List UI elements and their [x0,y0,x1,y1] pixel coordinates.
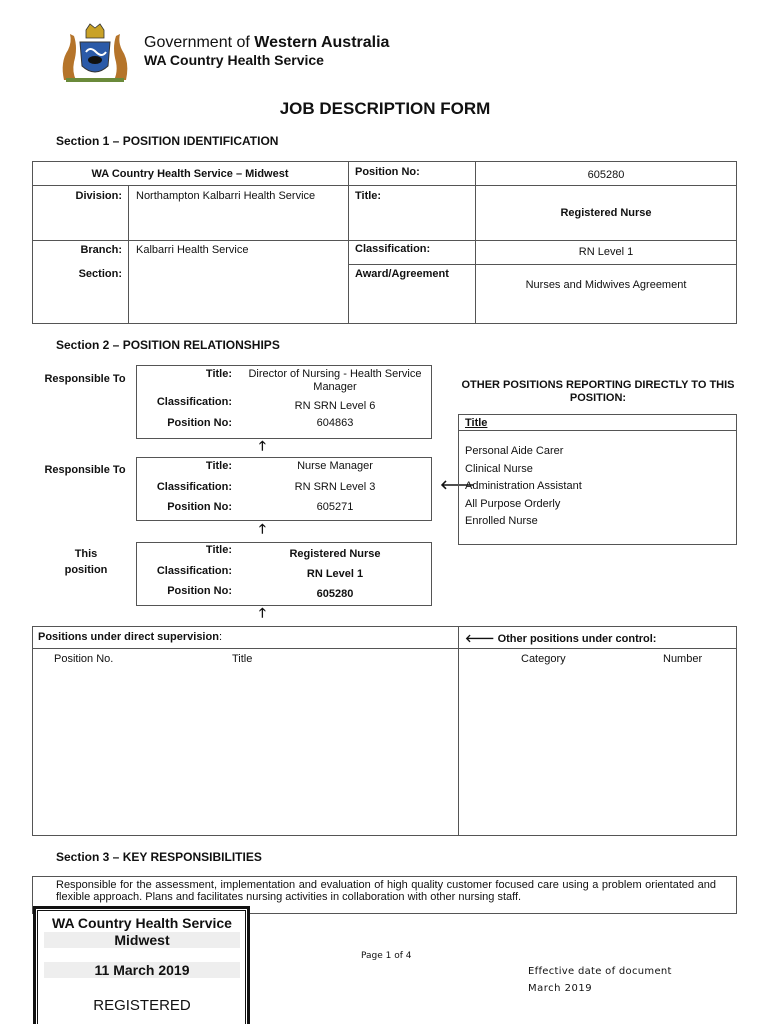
ctrl-col-category: Category [521,653,566,665]
box2-classification-label: Classification: [156,481,232,493]
box2-title: Nurse Manager [297,460,373,472]
box1-position-no: 604863 [316,417,354,429]
position-no-label: Position No: [355,166,420,178]
arrow-up-icon: 🡑 [259,521,266,536]
position-no-value: 605280 [587,169,625,181]
box1-title: Director of Nursing - Health Service Manager [248,368,422,393]
responsible-to-label-1: Responsible To [44,373,126,385]
box3-title: Registered Nurse [289,548,381,560]
box2-position-no: 605271 [316,501,354,513]
service-name: WA Country Health Service [144,52,324,68]
box2-classification: RN SRN Level 3 [294,481,376,493]
division-label: Division: [75,190,122,202]
list-item: Enrolled Nurse [465,515,538,527]
control-label-text: Other positions under control: [497,633,657,645]
supervision-colon: : [218,631,222,643]
section1-heading: Section 1 – POSITION IDENTIFICATION [56,134,279,148]
ctrl-col-number: Number [663,653,703,665]
classification-value: RN Level 1 [578,246,634,258]
other-positions-title-header: Title [465,417,488,429]
title-label: Title: [355,190,382,202]
branch-label: Branch: [80,244,122,256]
box3-classification: RN Level 1 [306,568,364,580]
other-positions-list [465,443,582,531]
effective-date-value: March 2019 [528,983,593,994]
arrow-up-icon: 🡑 [259,438,266,453]
division-value: Northampton Kalbarri Health Service [136,190,316,202]
box2-position-no-label: Position No: [167,501,232,513]
section3-heading: Section 3 – KEY RESPONSIBILITIES [56,850,262,864]
gov-state: Western Australia [254,34,390,51]
sup-col-position-no: Position No. [54,653,114,665]
wa-coat-of-arms-icon [56,22,134,84]
arrow-left-icon: 🡐 [440,477,475,492]
section2-heading: Section 2 – POSITION RELATIONSHIPS [56,338,280,352]
stamp-service: WA Country Health Service [52,915,232,931]
this-position-label: This position [64,548,108,576]
responsible-to-label-2: Responsible To [44,464,126,476]
award-value: Nurses and Midwives Agreement [525,279,687,291]
stamp-date: 11 March 2019 [44,962,240,978]
supervision-table [32,626,737,836]
page-number: Page 1 of 4 [361,951,412,961]
arrow-left-icon: 🡐 [465,633,498,645]
box3-position-no: 605280 [316,588,354,600]
sup-col-title: Title [232,653,253,665]
list-item: Personal Aide Carer [465,445,564,457]
list-item: Administration Assistant [465,480,582,492]
other-positions-heading: OTHER POSITIONS REPORTING DIRECTLY TO THIS POSITION: [461,379,735,404]
list-item: Clinical Nurse [465,462,533,475]
box1-title-label: Title: [205,368,232,380]
title-value: Registered Nurse [560,207,652,219]
branch-value: Kalbarri Health Service [136,244,249,256]
box3-position-no-label: Position No: [167,585,232,597]
supervision-label-text: Positions under direct supervision [38,631,219,643]
box1-position-no-label: Position No: [167,417,232,429]
classification-label: Classification: [355,243,431,255]
government-name [144,34,389,52]
control-label [465,631,656,645]
stamp-region: Midwest [44,932,240,948]
gov-prefix: Government of [144,34,255,51]
arrow-up-icon: 🡑 [259,605,266,620]
document-title: JOB DESCRIPTION FORM [279,99,491,118]
effective-date-label: Effective date of document [528,966,672,977]
list-item: All Purpose Orderly [465,497,561,510]
box3-title-label: Title: [205,544,232,556]
supervision-label [38,631,222,643]
box1-classification-label: Classification: [156,396,232,408]
box2-title-label: Title: [205,460,232,472]
box1-classification: RN SRN Level 6 [294,400,376,412]
box3-classification-label: Classification: [156,565,232,577]
org-name: WA Country Health Service – Midwest [91,168,289,180]
section-label: Section: [78,268,122,280]
key-responsibilities-text: Responsible for the assessment, implementation and evaluation of high quality customer focused care using a problem orientated and flexible approach. Plans and facilitates nursing activities in collaboration with other nursing staff. [56,879,716,903]
award-label: Award/Agreement [355,268,449,280]
stamp-status: REGISTERED [93,997,191,1014]
